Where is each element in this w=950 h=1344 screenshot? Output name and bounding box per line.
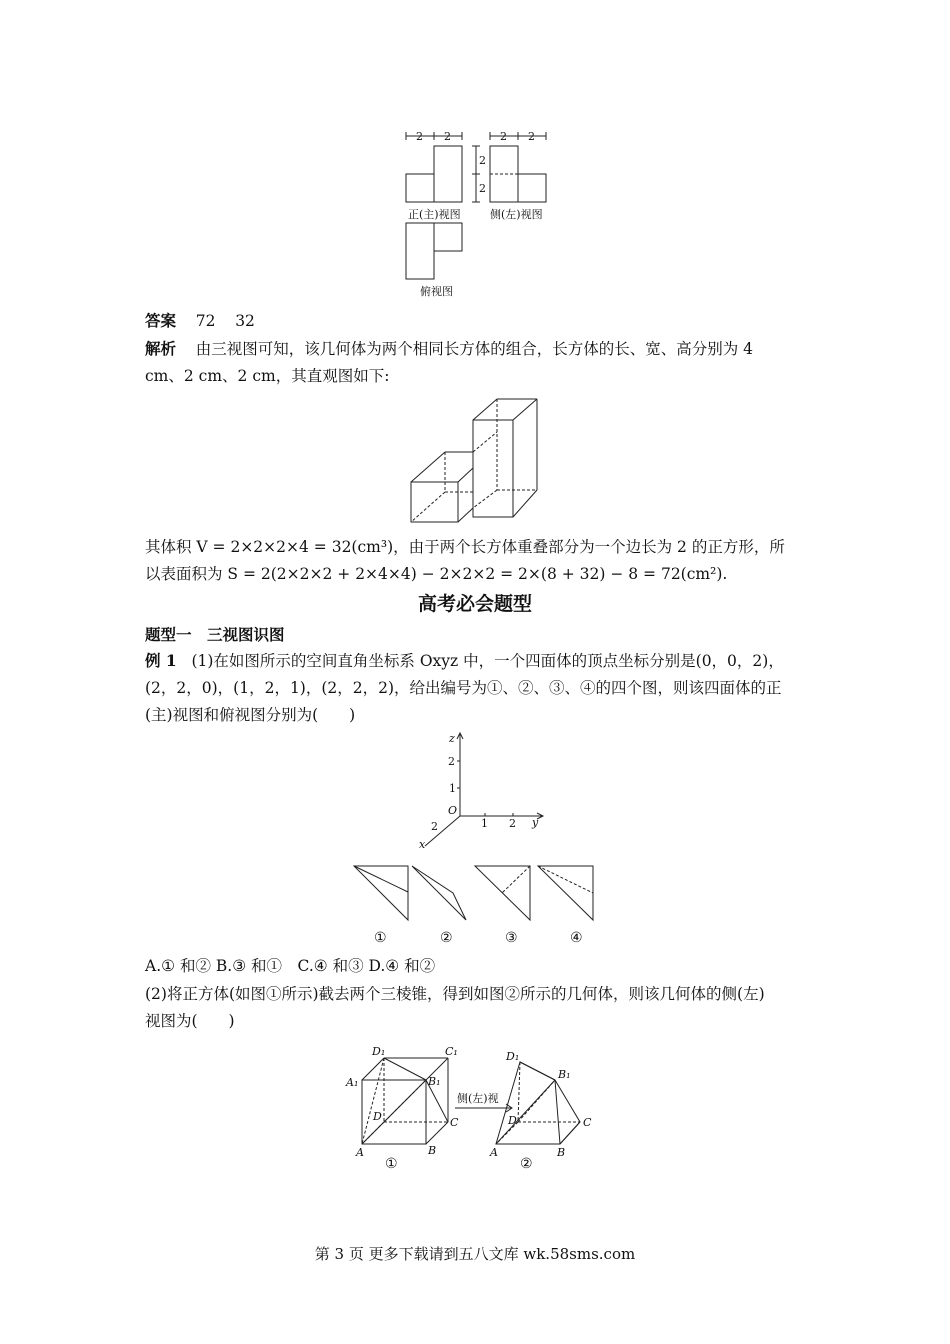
front-view-caption: 正(主)视图 [408,208,461,221]
section-title: 高考必会题型 [417,593,532,615]
analysis-label: 解析 [145,339,177,358]
cube-fig-label-1: ① [385,1156,398,1172]
example1-line-1 [145,651,784,671]
arrow-label: 侧(左)视 [457,1092,499,1105]
z-tick-1: 1 [449,782,456,795]
label-a-2: A [490,1146,498,1159]
dim-label: 2 [479,182,486,195]
view-label-4: ④ [570,930,583,946]
y-tick-1: 1 [481,817,488,830]
page-footer: 第 3 页 更多下载请到五八文库 wk.58sms.com [314,1245,636,1263]
x-tick-2: 2 [431,820,438,833]
volume-line-1: 其体积 V = 2×2×2×4 = 32(cm³)，由于两个长方体重叠部分为一个边长为 2 的正方形，所 [145,538,785,556]
label-c: C [450,1116,459,1129]
z-tick-2: 2 [448,755,455,768]
analysis-text-1: 由三视图可知，该几何体为两个相同长方体的组合，长方体的长、宽、高分别为 4 [195,340,754,358]
three-views-figure [400,128,560,303]
label-a: A [356,1146,364,1159]
axis-z-label: z [449,732,455,745]
label-b1: B₁ [428,1075,441,1088]
answer-value-2: 32 [235,312,255,330]
answer-label: 答案 [145,311,177,330]
label-d1: D₁ [372,1045,386,1058]
label-c1: C₁ [445,1045,458,1058]
dim-label: 2 [500,130,507,143]
label-c-2: C [583,1116,592,1129]
y-tick-2: 2 [509,817,516,830]
origin-label: O [448,804,458,817]
options-line: A.① 和② B.③ 和① C.④ 和③ D.④ 和② [145,957,436,975]
axis-x-label: x [419,838,426,851]
example1-label: 例 1 [145,651,177,670]
four-views-figure [350,860,600,950]
example1-line-2: (2，2，0)，(1，2，1)，(2，2，2)，给出编号为①、②、③、④的四个图，则该四面体的正 [145,679,782,697]
analysis-line-1 [145,339,753,359]
label-a1: A₁ [346,1076,359,1089]
top-view-caption: 俯视图 [420,285,453,298]
answer-value-1: 72 [195,312,216,330]
type1-title: 题型一 三视图识图 [145,625,285,644]
view-label-1: ① [374,930,387,946]
label-d-2: D [508,1114,517,1127]
coordinate-axes-figure [415,728,550,853]
part2-line-1: (2)将正方体(如图①所示)截去两个三棱锥，得到如图②所示的几何体，则该几何体的侧(左) [145,985,765,1003]
axis-y-label: y [532,816,539,829]
dim-label: 2 [416,130,423,143]
label-b: B [428,1144,437,1157]
dim-label: 2 [528,130,535,143]
view-label-3: ③ [505,930,518,946]
analysis-text-2: cm、2 cm、2 cm，其直观图如下: [145,367,390,385]
cube-figure [340,1040,610,1175]
label-b1-2: B₁ [558,1068,571,1081]
label-b-2: B [557,1146,566,1159]
composite-solid-figure [405,395,550,525]
example1-line-3: (主)视图和俯视图分别为( ) [145,706,356,724]
side-view-caption: 侧(左)视图 [490,208,543,221]
cube-fig-label-2: ② [520,1156,533,1172]
example1-text-1: (1)在如图所示的空间直角坐标系 Oxyz 中，一个四面体的顶点坐标分别是(0，0，2)， [191,652,784,670]
volume-line-2: 以表面积为 S = 2(2×2×2 + 2×4×4) − 2×2×2 = 2×(8 + 32) − 8 = 72(cm²). [145,565,728,583]
label-d: D [373,1110,382,1123]
part2-line-2: 视图为( ) [145,1012,235,1030]
label-d1-2: D₁ [506,1050,520,1063]
dim-label: 2 [479,154,486,167]
answer-line [145,311,255,331]
dim-label: 2 [444,130,451,143]
view-label-2: ② [440,930,453,946]
